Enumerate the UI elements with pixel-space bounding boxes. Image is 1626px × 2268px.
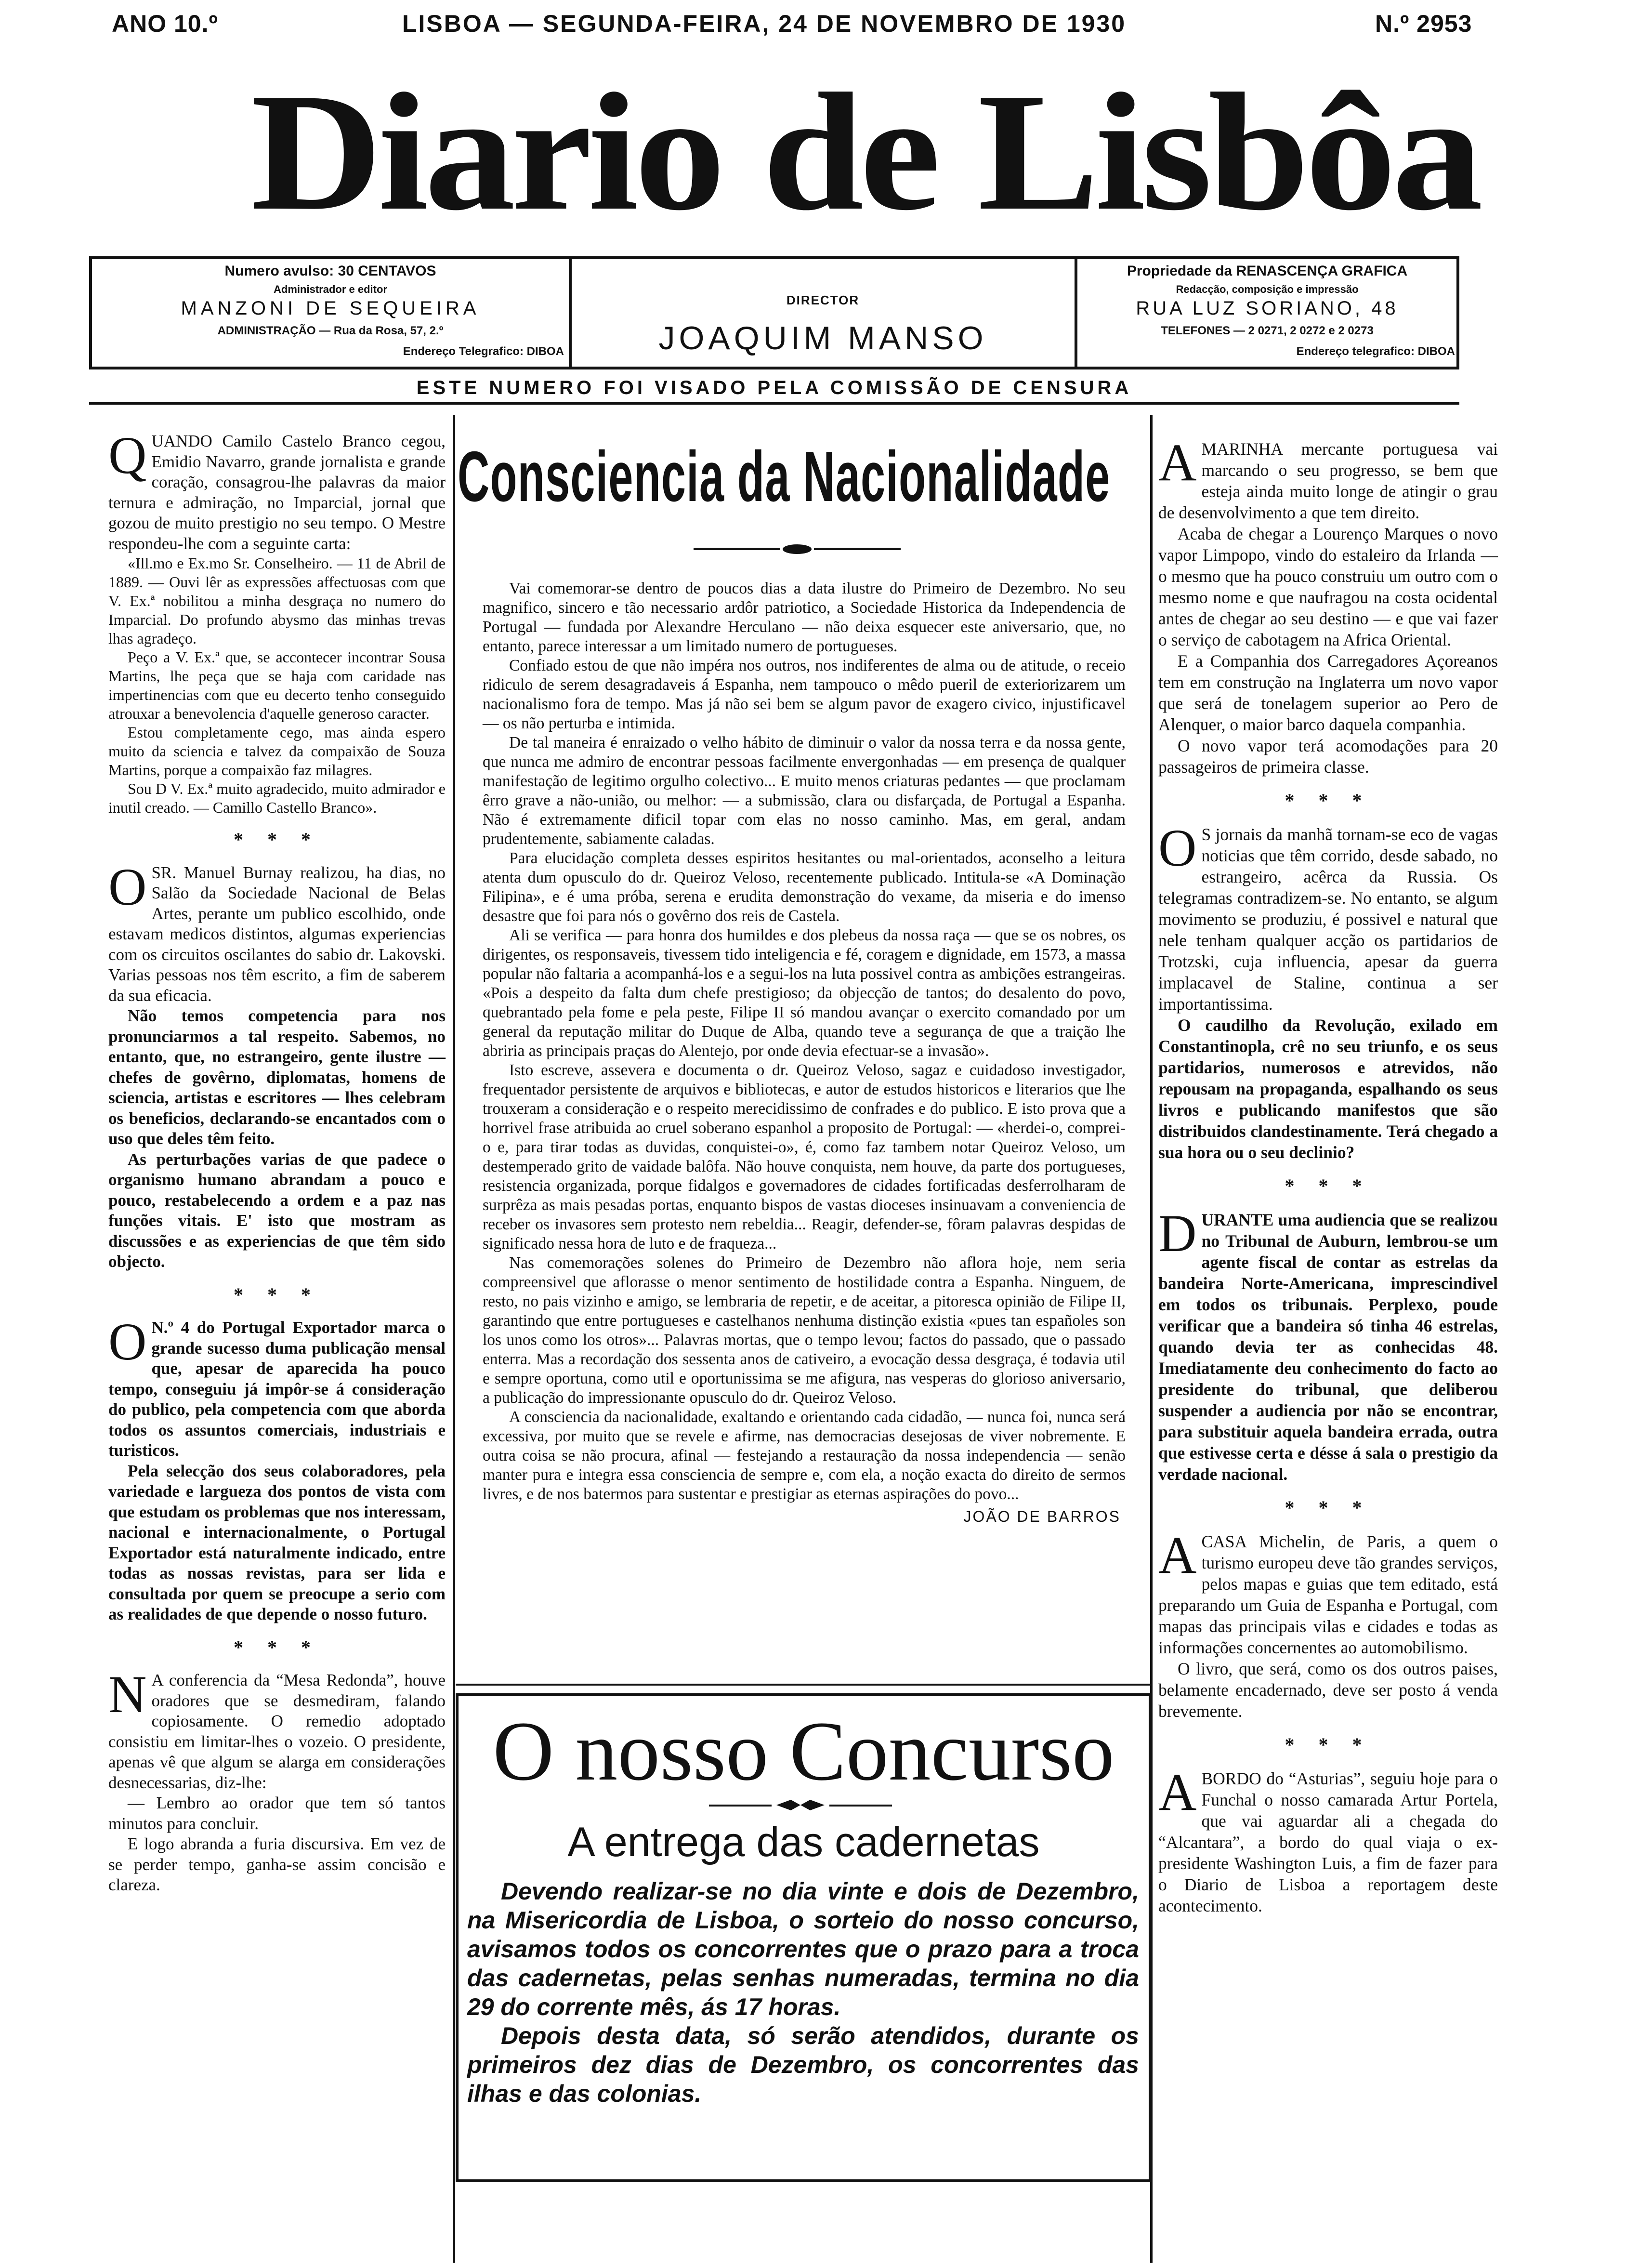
administrator-label: Administrador e editor xyxy=(274,283,387,295)
owner-line: Propriedade da RENASCENÇA GRAFICA xyxy=(1127,263,1408,279)
section-separator: * * * xyxy=(1285,1734,1372,1755)
dropcap: Q xyxy=(108,426,147,485)
article-paragraph: As perturbações varias de que padece o organismo humano abrandam a pouco e pouco, restabelecendo a ordem e a paz nas funções vitais. E' isto que mostram as discussões e as experiencias de que têm sido objecto. xyxy=(108,1149,446,1271)
dropcap: A xyxy=(1158,1763,1197,1821)
editorial-label: Redacção, composição e impressão xyxy=(1176,283,1359,295)
contest-title: O nosso Concurso xyxy=(493,1704,1115,1798)
dropcap: O xyxy=(108,857,147,916)
right-telegraph-address: Endereço telegrafico: DIBOA xyxy=(1296,345,1455,358)
newspaper-title: Diario de Lisbôa xyxy=(250,58,1479,245)
censorship-notice: ESTE NUMERO FOI VISADO PELA COMISSÃO DE CENSURA xyxy=(416,377,1132,398)
ornament-line-right xyxy=(829,1805,892,1806)
article-paragraph: Peço a V. Ex.ª que, se accontecer incontrar Sousa Martins, lhe peça que se haja com caridade nas impertinencias com que eu decerto tenho conseguido atrouxar a benevolencia d'aquelle generoso caracter. xyxy=(108,648,446,722)
article-paragraph: BORDO do “Asturias”, seguiu hoje para o Funchal o nosso camarada Artur Portela, que vai aguardar ali a chegada do “Alcantara”, a bordo do qual viaja o ex-presidente Washington Luis, a fim de fazer para o Diario de Lisboa a reportagem deste acontecimento. xyxy=(1158,1769,1498,1915)
article-paragraph: Ali se verifica — para honra dos humildes e dos plebeus da nossa raça — que se os nobres, os dirigentes, os responsaveis, tivessem tido inteligencia e fé, coragem e dignidade, em 1573, a massa popular não faltaria a acompanhá-los e a segui-los na luta possivel contra as ambições estrangeiras. «Pois a despeito da falta dum chefe prestigioso; da objecção de tantos; do desalento do povo, quebrantado pela fome e pela peste, Filipe II só mandou avançar o exercito comandado por um general da reputação militar do Duque de Alba, quando teve a segurança de que a traição lhe abriria as principais praças do Alentejo, por onde devia efectuar-se a invasão». xyxy=(483,926,1126,1060)
contest-paragraph: Devendo realizar-se no dia vinte e dois de Dezembro, na Misericordia de Lisboa, o sorteio do nosso concurso, avisamos todos os concorrentes que o prazo para a troca das cadernetas, pelas senhas numeradas, termina no dia 29 do corrente mês, ás 17 horas. xyxy=(467,1878,1139,2020)
dateline: LISBOA — SEGUNDA-FEIRA, 24 DE NOVEMBRO DE 1930 xyxy=(402,10,1127,37)
dropcap: A xyxy=(1158,433,1197,492)
ornament-center xyxy=(783,544,812,554)
article-paragraph: Sou D V. Ex.ª muito agradecido, muito admirador e inutil creado. — Camillo Castello Branco». xyxy=(108,780,446,816)
section-separator: * * * xyxy=(234,1636,320,1658)
editorial-address: RUA LUZ SORIANO, 48 xyxy=(1136,298,1399,319)
article-paragraph: O caudilho da Revolução, exilado em Constantinopla, crê no seu triunfo, e os seus partidarios, numerosos e atrevidos, não repousam na propaganda, espalhando os seus livros e publicando manifestos que são distribuidos clandestinamente. Terá chegado a sua hora ou o seu declinio? xyxy=(1158,1015,1498,1162)
dropcap: N xyxy=(108,1665,147,1724)
article-paragraph: O novo vapor terá acomodações para 20 passageiros de primeira classe. xyxy=(1158,736,1498,777)
left-telegraph-address: Endereço Telegrafico: DIBOA xyxy=(403,345,564,358)
volume-year: ANO 10.º xyxy=(112,10,218,37)
lead-article xyxy=(483,579,1126,1526)
article-paragraph: UANDO Camilo Castelo Branco cegou, Emidio Navarro, grande jornalista e grande coração, consagrou-lhe palavras da maior ternura e admiração, no Imparcial, jornal que gozou de muito prestigio no seu tempo. O Mestre respondeu-lhe com a seguinte carta: xyxy=(108,432,446,553)
telephones: TELEFONES — 2 0271, 2 0272 e 2 0273 xyxy=(1161,324,1374,337)
section-separator: * * * xyxy=(1285,1175,1372,1197)
contest-paragraph: Depois desta data, só serão atendidos, durante os primeiros dez dias de Dezembro, os concorrentes das ilhas e das colonias. xyxy=(467,2022,1139,2107)
column-rule-left xyxy=(453,415,455,2263)
article-paragraph: SR. Manuel Burnay realizou, ha dias, no Salão da Sociedade Nacional de Belas Artes, perante um publico escolhido, onde estavam medicos distintos, algumas experiencias com os circuitos oscilantes do sabio dr. Lakovski. Varias pessoas nos têm escrito, a fim de saberem da sua eficacia. xyxy=(108,863,446,1005)
article-paragraph: Estou completamente cego, mas ainda espero muito da sciencia e talvez da compaixão de Souza Martins, porque a compaixão faz milagres. xyxy=(108,724,446,778)
article-paragraph: A consciencia da nacionalidade, exaltando e orientando cada cidadão, — nunca foi, nunca será excessiva, por muito que se revele e afirme, nas democracias desejosas de viver nobremente. E outra coisa se não procura, afinal — festejando a restauração da nossa independencia — senão manter pura e integra essa consciencia de sempre e, com ela, a noção exacta do direito de sermos livres, e de nos batermos para sustentar e prestigiar as eternas aspirações do povo... xyxy=(483,1408,1126,1503)
lead-headline: Consciencia da Nacionalidade xyxy=(458,437,1111,516)
article-signature: JOÃO DE BARROS xyxy=(963,1508,1121,1525)
article-paragraph: E a Companhia dos Carregadores Açoreanos tem em construção na Inglaterra um novo vapor que será de tonelagem superior ao Pero de Alenquer, o maior barco daquela companhia. xyxy=(1158,651,1498,734)
section-separator: * * * xyxy=(234,829,320,850)
dropcap: O xyxy=(108,1312,147,1371)
dropcap: O xyxy=(1158,818,1197,877)
article-paragraph: Confiado estou de que não impéra nos outros, nos indiferentes de alma ou de atitude, o receio ridiculo de serem desagradaveis á Espanha, nem tampouco o mêdo pueril de exteriorizarem um nacionalismo fora de tempo. Mas já não sei bem se algum pavor de exagero civico, injustificavel — os não perturba e intimida. xyxy=(483,657,1126,732)
contest-box xyxy=(456,1693,1152,2182)
article-paragraph: Acaba de chegar a Lourenço Marques o novo vapor Limpopo, vindo do estaleiro da Irlanda — o mesmo que ha pouco construiu um outro com o mesmo nome e que naufragou na costa ocidental antes de chegar ao seu destino — e que vai fazer o serviço de cabotagem na Africa Oriental. xyxy=(1158,524,1498,649)
ornament-center xyxy=(776,1800,825,1810)
article-paragraph: Isto escreve, assevera e documenta o dr. Queiroz Veloso, sagaz e cuidadoso investigador, frequentador persistente de arquivos e bibliotecas, e autor de estudos historicos e literarios que lhe trouxeram a consideração e o respeito merecidissimo de confrades e do publico. E isto prova que a horrivel frase atribuida ao cruel soberano espanhol a proposito de Portugal: — «herdei-o, comprei-o e, para tirar todas as duvidas, conquistei-o», é, como faz tambem notar Queiroz Veloso, um destemperado grito de vaidade balôfa. Não houve conquista, nem houve, da parte dos portugueses, resistencia organizada, porque fidalgos e governadores de cidades fortificadas desferrolharam de surprêza as mais pesadas portas, enquanto bispos de vastas dioceses insinuavam a conveniencia de receber os invasores sem protesto nem rebeldia... Reagir, defender-se, fôram palavras despidas de significado nessa hora de luto e de fraqueza... xyxy=(483,1061,1126,1253)
ornament-line-left xyxy=(709,1805,772,1806)
concurso-top-rule xyxy=(456,1684,1152,1686)
article-paragraph: De tal maneira é enraizado o velho hábito de diminuir o valor da nossa terra e da nossa gente, que nunca me admiro de encontrar pessoas facilmente envergonhadas — em presença de qualquer manifestação de legitimo orgulho colectivo... E muito menos criaturas pedantes — que proclamam êrro grave a não-união, ou melhor: — a submissão, clara ou disfarçada, de Portugal a Espanha. Não é extremamente dificil topar com elas no nosso caminho. Mas, em geral, andam prudentemente, sabiamente caladas. xyxy=(483,734,1126,848)
director-name: JOAQUIM MANSO xyxy=(658,320,987,356)
article-paragraph: A conferencia da “Mesa Redonda”, houve oradores que se desmediram, falando copiosamente. O remedio adoptado consistiu em limitar-lhes o vozeio. O presidente, apenas vê que algum se alarga em considerações desnecessarias, diz-lhe: xyxy=(108,1671,446,1792)
contest-notice xyxy=(467,1877,1139,2108)
article-paragraph: O livro, que será, como os dos outros paises, belamente encadernado, deve ser posto á venda brevemente. xyxy=(1158,1659,1498,1721)
ornament-line-left xyxy=(694,548,780,550)
article-paragraph: — Lembro ao orador que tem só tantos minutos para concluir. xyxy=(108,1793,446,1833)
dropcap: D xyxy=(1158,1204,1197,1263)
article-paragraph: S jornais da manhã tornam-se eco de vagas noticias que têm corrido, desde sabado, no estrangeiro, acêrca da Russia. Os telegramas contradizem-se. No entanto, se algum movimento se produziu, é possivel e natural que nele tenham qualquer acção os partidarios de Trotzski, cuja influencia, apesar da guerra implacavel de Staline, continua a ser importantissima. xyxy=(1158,825,1498,1014)
section-separator: * * * xyxy=(1285,1497,1372,1518)
article-paragraph: «Ill.mo e Ex.mo Sr. Conselheiro. — 11 de Abril de 1889. — Ouvi lêr as expressões affectuosas com que V. Ex.ª nobilitou a minha desgraça no numero do Imparcial. Do profundo abysmo das minhas trevas lhas agradeço. xyxy=(108,554,446,647)
article-paragraph: MARINHA mercante portuguesa vai marcando o seu progresso, se bem que esteja ainda muito longe de atingir o grau de desenvolvimento a que tem direito. xyxy=(1158,439,1498,522)
left-column xyxy=(108,426,446,1896)
dropcap: A xyxy=(1158,1526,1197,1584)
administrator-name: MANZONI DE SEQUEIRA xyxy=(181,298,480,319)
info-box-divider-left xyxy=(569,259,572,367)
contest-subtitle: A entrega das cadernetas xyxy=(567,1819,1040,1865)
article-paragraph: Para elucidação completa desses espiritos hesitantes ou mal-orientados, aconselho a leitura atenta dum opusculo do dr. Queiroz Veloso, recentemente publicado. Intitula-se «A Dominação Filipina», e é uma próba, serena e erudita demonstração do vexame, da miseria e do imenso desastre que foi para nós o govêrno dos reis de Castela. xyxy=(483,849,1126,925)
article-paragraph: URANTE uma audiencia que se realizou no Tribunal de Auburn, lembrou-se um agente fiscal de contar as estrelas da bandeira Norte-Americana, imprescindivel em todos os tribunais. Perplexo, poude verificar que a bandeira só tinha 46 estrelas, quando devia ter as conhecidas 48. Imediatamente deu conhecimento do facto ao presidente do tribunal, que deliberou suspender a audiencia por não se encontrar, para substituir aquela bandeira errada, outra que estivesse certa e désse á sala o prestigio da verdade nacional. xyxy=(1158,1210,1498,1484)
article-paragraph: E logo abranda a furia discursiva. Em vez de se perder tempo, ganha-se assim concisão e clareza. xyxy=(108,1834,446,1894)
price-line: Numero avulso: 30 CENTAVOS xyxy=(224,263,436,279)
administration-address: ADMINISTRAÇÃO — Rua da Rosa, 57, 2.º xyxy=(217,324,444,337)
info-box-divider-right xyxy=(1075,259,1077,367)
article-paragraph: CASA Michelin, de Paris, a quem o turismo europeu deve tão grandes serviços, pelos mapas e guias que tem editado, está preparando um Guia de Espanha e Portugal, com mapas das principais vilas e cidades e todas as informações concernentes ao automobilismo. xyxy=(1158,1532,1498,1657)
header-rule xyxy=(89,402,1459,405)
right-column xyxy=(1158,433,1498,1916)
section-separator: * * * xyxy=(1285,790,1372,811)
article-paragraph: Pela selecção dos seus colaboradores, pela variedade e largueza dos pontos de vista com que estudam os problemas que nos interessam, nacional e internacionalmente, o Portugal Exportador está naturalmente indicado, entre todas as nossas revistas, para ser lida e consultada por quem se preocupe a serio com as realidades de que depende o nosso futuro. xyxy=(108,1461,446,1623)
section-separator: * * * xyxy=(234,1283,320,1305)
article-paragraph: N.º 4 do Portugal Exportador marca o grande sucesso duma publicação mensal que, apesar de aparecida ha pouco tempo, conseguiu já impôr-se á consideração do publico, pela competencia com que aborda todos os assuntos comerciais, industriais e turisticos. xyxy=(108,1318,446,1460)
ornament-line-right xyxy=(814,548,901,550)
director-label: DIRECTOR xyxy=(786,293,860,307)
masthead-info-box xyxy=(89,256,1459,369)
article-paragraph: Não temos competencia para nos pronunciarmos a tal respeito. Sabemos, no entanto, que, no estrangeiro, gente ilustre — chefes de govêrno, diplomatas, homens de sciencia, artistas e escritores — lhes celebram os beneficios, declarando-se encantados com o uso que deles têm feito. xyxy=(108,1006,446,1148)
article-paragraph: Vai comemorar-se dentro de poucos dias a data ilustre do Primeiro de Dezembro. No seu magnifico, sincero e tão necessario ardôr patriotico, a Sociedade Historica da Independencia de Portugal — fundada por Alexandre Herculano — não deixa esquecer este aniversario, que, no entanto, parece interessar a um limitado numero de portugueses. xyxy=(483,580,1126,655)
issue-number: N.º 2953 xyxy=(1375,10,1472,37)
article-paragraph: Nas comemorações solenes do Primeiro de Dezembro não aflora hoje, nem seria compreensivel que aflorasse o menor sentimento de hostilidade contra a Espanha. Ninguem, de resto, no pais vizinho e amigo, se lembraria de repetir, e de aceitar, a pitoresca opinião de Filipe II, garantindo que entre portugueses e castelhanos nenhuma distinção existia «pues tan españoles son los unos como los otros»... Palavras mortas, que o tempo levou; factos do passado, que o passado enterra. Mas a recordação dos sessenta anos de cativeiro, a evocação dessa desgraça, é todavia util e sempre oportuna, como util e oportunissima se me afigura, nas vesperas do glorioso aniversario, a publicação do impressionante opusculo do dr. Queiroz Veloso. xyxy=(483,1254,1126,1407)
